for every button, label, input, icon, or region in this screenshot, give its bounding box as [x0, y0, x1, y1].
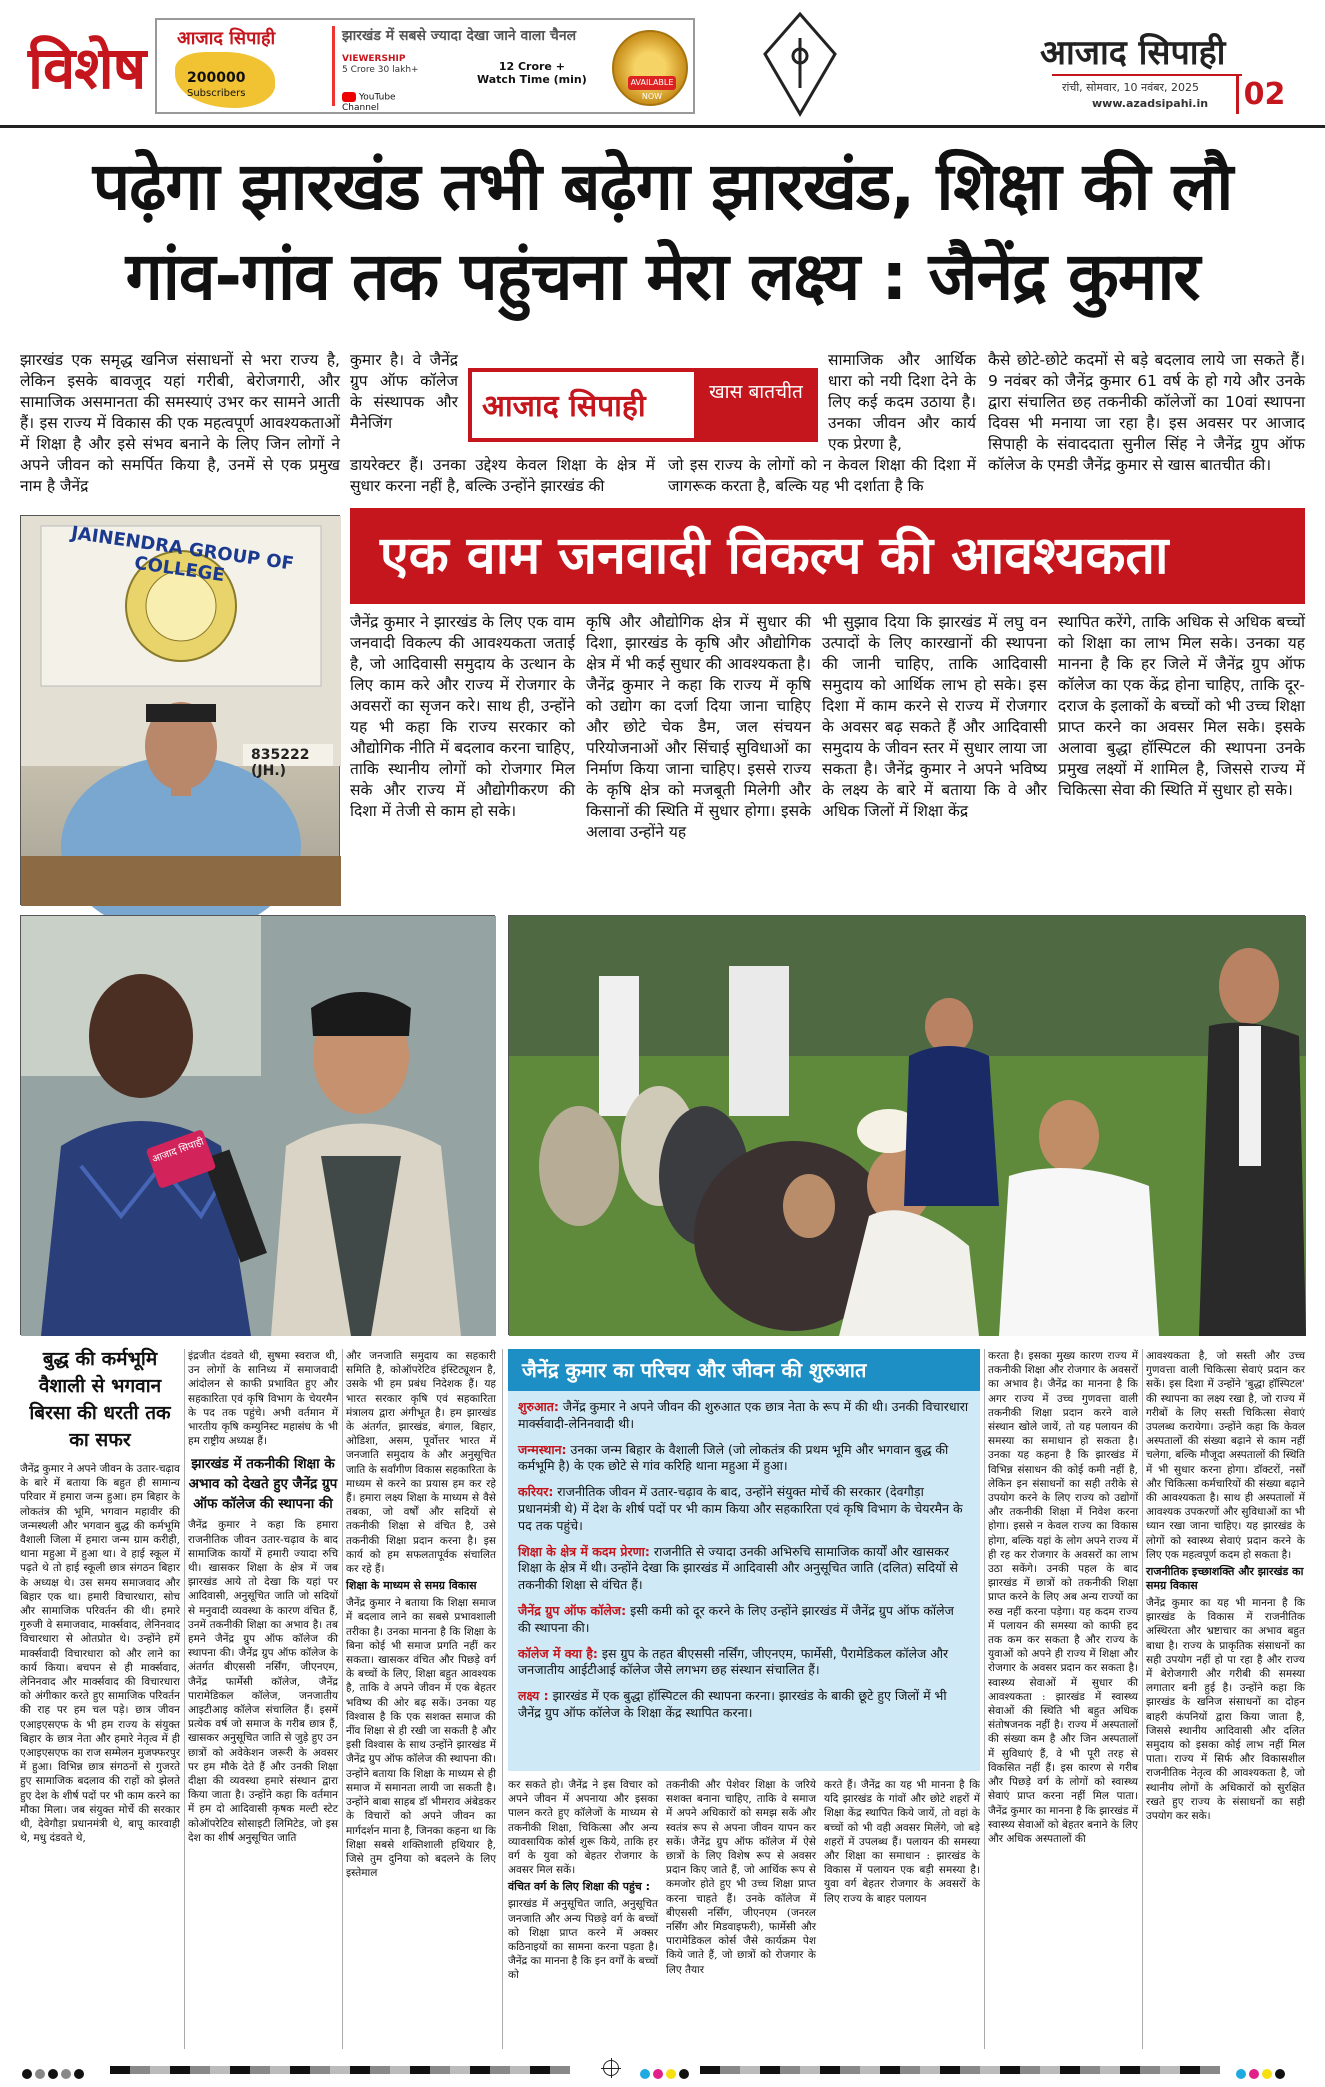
intro-column-3a: सामाजिक और आर्थिक धारा को नयी दिशा देने के लिए कई कदम उठाया है। उनका जीवन और कार्य एक प्रेरणा है,	[828, 351, 976, 453]
bio-item-text: राजनीतिक जीवन में उतार-चढ़ाव के बाद, उन्होंने संयुक्त मोर्चे की सरकार (देवगौड़ा प्रधानमंत्री थे) में देश के शीर्ष पदों पर भी काम किया और सहकारिता एवं कृषि विभाग के चेयरमैन के पद तक पहुंचे।	[518, 1484, 963, 1533]
bottom-column-3	[346, 1349, 496, 2049]
ad-youtube-label: YouTube	[359, 92, 396, 103]
headline-line-2: गांव-गांव तक पहुंचना मेरा लक्ष्य : जैनेंद्र कुमार	[125, 238, 1200, 315]
bio-item	[518, 1544, 970, 1594]
bio-item-label: शुरुआत:	[518, 1399, 559, 1414]
color-dot	[1275, 2069, 1285, 2079]
bio-item-label: कॉलेज में क्या है:	[518, 1645, 598, 1661]
bottom-column-7	[1146, 1349, 1305, 2049]
ad-subscriber-label: Subscribers	[187, 88, 246, 99]
bio-item-label: लक्ष्य :	[518, 1688, 549, 1704]
color-dot	[679, 2069, 689, 2079]
registration-mark-icon	[603, 2060, 619, 2076]
print-gray-bar	[700, 2066, 1220, 2074]
color-dot	[653, 2069, 663, 2079]
bio-item-label: शिक्षा के क्षेत्र में कदम प्रेरणा:	[518, 1543, 650, 1559]
main-headline	[20, 142, 1305, 322]
photo-group-gathering	[508, 915, 1305, 1335]
interview-illustration	[21, 916, 496, 1336]
color-dot	[1249, 2069, 1259, 2079]
headline-line-1: पढ़ेगा झारखंड तभी बढ़ेगा झारखंड, शिक्षा की लौ	[92, 148, 1233, 225]
photo-jainendra-kumar-office	[20, 515, 340, 905]
bottom-column-2a: इंद्रजीत दंडवते थी, सुषमा स्वराज थी, उन लोगों के सानिध्य में समाजवादी आंदोलन से काफी प्रभावित हुए और सहकारिता एवं कृषि विभाग के चेयरमैन के पद तक पहुंचे। अभी वर्तमान में भारतीय कृषि कम्युनिस्ट महासंघ के भी हम राष्ट्रीय अध्यक्ष हैं।	[188, 1350, 338, 1448]
ad-watch-time	[477, 60, 587, 86]
color-dot	[1262, 2069, 1272, 2079]
bio-item	[518, 1484, 970, 1534]
bio-item-text: इस ग्रुप के तहत बीएससी नर्सिंग, जीएनएम, फार्मेसी, पैरामेडिकल कॉलेज और जनजातीय आईटीआई कॉलेज जैसे लगभग छह संस्थान संचालित हैं।	[518, 1645, 949, 1678]
youtube-icon	[342, 92, 356, 102]
bottom-column-3-heading: शिक्षा के माध्यम से समग्र विकास	[346, 1579, 477, 1593]
group-gathering-illustration	[509, 916, 1306, 1336]
award-badge-icon	[612, 30, 688, 106]
ad-viewership-value: 5 Crore 30 lakh+	[342, 65, 419, 75]
bottom-column-6: करता है। इसका मुख्य कारण राज्य में तकनीकी शिक्षा और रोजगार के अवसरों का अभाव है। जैनेंद्र का मानना है कि अगर राज्य में उच्च गुणवत्ता वाली तकनीकी शिक्षा प्रदान करने वाले संस्थान खोले जायें, तो यह पलायन की समस्या का समाधान हो सकता है। उनका यह कहना है कि झारखंड में विभिन्न संसाधन की कोई कमी नहीं है, लेकिन इन संसाधनों का सही तरीके से उपयोग करने के लिए राज्य को उद्योगों और तकनीकी शिक्षा में निवेश करना होगा। इससे न केवल राज्य का विकास होगा, बल्कि यहां के लोग अपने राज्य में ही रह कर रोजगार के अवसरों का लाभ उठा सकेंगे। उनकी पहल के बाद झारखंड में छात्रों को तकनीकी शिक्षा प्राप्त करने के लिए अब अन्य राज्यों का रुख नहीं करना पड़ेगा। यह कदम राज्य में पलायन की समस्या को काफी हद तक कम कर सकता है और राज्य के युवाओं को अपने ही राज्य में शिक्षा और रोजगार के अवसर प्रदान कर सकता है। स्वास्थ्य सेवाओं में सुधार की आवश्यकता : झारखंड में स्वास्थ्य सेवाओं की स्थिति भी बहुत अधिक संतोषजनक नहीं है। राज्य में अस्पतालों की संख्या कम है और जिन अस्पतालों में सुविधाएं हैं, वे भी पूरी तरह से विकसित नहीं हैं। इस कारण से गरीब और पिछड़े वर्ग के लोगों को स्वास्थ्य सेवाएं प्राप्त करना नहीं मिल पाता। जैनेंद्र कुमार का मानना है कि झारखंड में स्वास्थ्य सेवाओं को बेहतर बनाने के लिए और अधिक अस्पतालों की	[988, 1350, 1138, 1845]
ad-viewership	[342, 54, 419, 76]
newspaper-title: आजाद सिपाही	[1040, 33, 1226, 73]
bottom-column-7-heading: राजनीतिक इच्छाशक्ति और झारखंड का समग्र विकास	[1146, 1565, 1304, 1593]
bio-item	[518, 1442, 970, 1476]
column-rule	[984, 1349, 985, 2049]
pen-nib-logo-icon	[755, 8, 845, 118]
lower-column-4b: झारखंड में अनुसूचित जाति, अनुसूचित जनजाति और अन्य पिछड़े वर्ग के बच्चों को शिक्षा प्राप्त करने में अक्सर कठिनाइयों का सामना करना पड़ता है। जैनेंद्र का मानना है कि इन वर्गों के बच्चों को	[508, 1898, 658, 1982]
bottom-column-7a: आवश्यकता है, जो सस्ती और उच्च गुणवत्ता वाली चिकित्सा सेवाएं प्रदान कर सकें। इस दिशा में उन्होंने 'बुद्धा हॉस्पिटल' की स्थापना का लक्ष्य रखा है, जो राज्य में गरीबों के लिए सस्ती चिकित्सा सेवाएं उपलब्ध करायेगा। उन्होंने कहा कि केवल अस्पतालों की संख्या बढ़ाने से काम नहीं चलेगा, बल्कि मौजूदा अस्पतालों की स्थिति में भी सुधार करना होगा। डॉक्टरों, नर्सों और चिकित्सा कर्मचारियों की संख्या बढ़ाने की आवश्यकता है। साथ ही अस्पतालों में आवश्यक उपकरणों और सुविधाओं का भी ध्यान रखा जाना चाहिए। यह झारखंड के लोगों को स्वास्थ्य सेवाएं प्रदान करने के लिए एक महत्वपूर्ण कदम हो सकता है।	[1146, 1350, 1305, 1561]
section-label: विशेष	[28, 34, 146, 102]
lower-column-4a: कर सकते हो। जैनेंद्र ने इस विचार को अपने जीवन में अपनाया और इसका पालन करते हुए कॉलेजों के माध्यम से तकनीकी शिक्षा, चिकित्सा और अन्य व्यावसायिक कोर्स शुरू किये, ताकि हर वर्ग के युवा को बेहतर रोजगार के अवसर मिल सकें।	[508, 1779, 658, 1877]
bio-box-title: जैनेंद्र कुमार का परिचय और जीवन की शुरुआत	[508, 1349, 980, 1391]
ad-youtube	[342, 92, 396, 113]
masthead	[0, 0, 1325, 128]
bio-item	[518, 1399, 970, 1433]
issue-date: रांची, सोमवार, 10 नवंबर, 2025	[1062, 81, 1199, 94]
print-color-dots-right	[1236, 2064, 1288, 2076]
column-rule	[502, 1349, 503, 2049]
ad-divider	[332, 26, 335, 106]
khas-label: खास बातचीत	[694, 372, 818, 438]
color-dot	[666, 2069, 676, 2079]
website-url[interactable]: www.azadsipahi.in	[1092, 97, 1209, 110]
bio-item-label: जैनेंद्र ग्रुप ऑफ कॉलेज:	[518, 1602, 627, 1618]
section2-column-1: जैनेंद्र कुमार ने झारखंड के लिए एक वाम जनवादी विकल्प की आवश्यकता जताई है, जो आदिवासी समुदाय के उत्थान के लिए काम करे और राज्य में रोजगार के अवसरों का सृजन करे। साथ ही, उन्होंने यह भी कहा कि राज्य सरकार को औद्योगिक नीति में बदलाव करना चाहिए, ताकि स्थानीय लोगों को रोजगार मिल सके और राज्य में औद्योगीकरण की दिशा में तेजी से काम हो सके।	[350, 613, 575, 820]
section2-column-4: स्थापित करेंगे, ताकि अधिक से अधिक बच्चों को शिक्षा का लाभ मिल सके। उनका यह मानना है कि हर जिले में जैनेंद्र ग्रुप ऑफ कॉलेज का एक केंद्र होना चाहिए, ताकि दूर-दराज के इलाकों के बच्चों को भी उच्च शिक्षा प्राप्त करने का अवसर मिल सके। इसके अलावा बुद्धा हॉस्पिटल की स्थापना उनके प्रमुख लक्ष्यों में शामिल है, जिससे राज्य में चिकित्सा सेवा की स्थिति में सुधार हो सके।	[1058, 613, 1305, 799]
ad-viewership-label: VIEWERSHIP	[342, 54, 406, 64]
bio-item-label: करियर:	[518, 1484, 554, 1500]
bottom-column-7b: जैनेंद्र कुमार का यह भी मानना है कि झारखंड के विकास में राजनीतिक अस्थिरता और भ्रष्टाचार का अभाव बहुत बाधा है। राज्य के प्राकृतिक संसाधनों का सही उपयोग नहीं हो पा रहा है और राज्य में बेरोजगारी और गरीबी की समस्या लगातार बनी हुई है। उन्होंने कहा कि झारखंड के खनिज संसाधनों का दोहन बाहरी कंपनियों द्वारा किया जाता है, जिससे स्थानीय आदिवासी और दलित समुदाय को इसका कोई लाभ नहीं मिल पाता। राज्य में सिर्फ और विकासशील राजनीतिक नेतृत्व की आवश्यकता है, जो स्थानीय लोगों के अधिकारों को सुरक्षित रखते हुए राज्य के संसाधनों का सही उपयोग कर सके।	[1146, 1597, 1305, 1823]
khas-baatchit-badge	[468, 368, 818, 442]
print-gray-bar	[110, 2066, 570, 2074]
photo-caption-journey: बुद्ध की कर्मभूमि वैशाली से भगवान बिरसा की धरती तक का सफर	[29, 1348, 171, 1451]
college-sign-text: JAINENDRA GROUP OF COLLEGE	[69, 522, 296, 587]
bio-box	[508, 1391, 980, 1771]
page-number: 02	[1236, 76, 1290, 114]
lower-column-4-heading: वंचित वर्ग के लिए शिक्षा की पहुंच :	[508, 1880, 651, 1894]
section-subhead: एक वाम जनवादी विकल्प की आवश्यकता	[350, 508, 1305, 604]
bio-item	[518, 1688, 970, 1722]
masthead-rule	[1052, 74, 1242, 76]
intro-column-4: कैसे छोटे-छोटे कदमों से बड़े बदलाव लाये जा सकते हैं। 9 नवंबर को जैनेंद्र कुमार 61 वर्ष के हो गये और उनके द्वारा संचालित छह तकनीकी कॉलेजों का 10वां स्थापना दिवस भी मनाया जा रहा है। इस अवसर पर आजाद सिपाही के संवाददाता सुनील सिंह ने जैनेंद्र ग्रुप ऑफ कॉलेज के एमडी जैनेंद्र कुमार से खास बातचीत की।	[988, 351, 1305, 474]
bio-item-text: उनका जन्म बिहार के वैशाली जिले (जो लोकतंत्र की प्रथम भूमि और भगवान बुद्ध की कर्मभूमि है) के एक छोटे से गांव करिहि थाना महुआ में हुआ।	[518, 1441, 949, 1474]
color-dot	[1236, 2069, 1246, 2079]
color-dot	[22, 2069, 32, 2079]
print-color-dots-left	[22, 2064, 87, 2076]
ad-watch-label: Watch Time (min)	[477, 73, 587, 86]
bio-item	[518, 1603, 970, 1637]
bio-item-label: जन्मस्थान:	[518, 1441, 567, 1457]
color-dot	[48, 2069, 58, 2079]
bottom-column-2b: जैनेंद्र कुमार ने कहा कि हमारा राजनीतिक जीवन उतार-चढ़ाव के बाद सामाजिक कार्यों में हमारी ज्यादा रुचि थी। खासकर शिक्षा के क्षेत्र में जब झारखंड आये तो देखा कि यहां पर आदिवासी, अनुसूचित जाति जो सदियों से मनुवादी व्यवस्था के कारण वंचित हैं, उनमें तकनीकी शिक्षा का अभाव है। तब हमने जैनेंद्र ग्रुप ऑफ कॉलेज की स्थापना की। जैनेंद्र ग्रुप ऑफ कॉलेज के अंतर्गत बीएससी नर्सिंग, जीएनएम, जैनेंद्र फार्मेसी कॉलेज, जैनेंद्र पारामेडिकल कॉलेज, जनजातीय आइटीआइ कॉलेज संचालित हैं। इसमें प्रत्येक वर्ष जो समाज के गरीब छात्र हैं, खासकर अनुसूचित जाति से जुड़े हुए उन छात्रों को अवेकेशन जरूरी के अवसर पर हम मौके देते हैं और उनकी शिक्षा दीक्षा की व्यवस्था हमारे संस्थान द्वारा किया जाता है। उन्होंने कहा कि वर्तमान में हम दो आदिवासी कृषक मल्टी स्टेट कोऑपरेटिव सोसाइटी लिमिटेड, जो इस देश का शीर्ष अनुसूचित जाति	[188, 1519, 338, 1844]
bottom-column-3b: जैनेंद्र कुमार ने बताया कि शिक्षा समाज में बदलाव लाने का सबसे प्रभावशाली तरीका है। उनका मानना है कि शिक्षा के बिना कोई भी समाज प्रगति नहीं कर सकता। खासकर वंचित और पिछड़े वर्ग के बच्चों के लिए, शिक्षा बहुत आवश्यक है, ताकि वे अपने जीवन में एक बेहतर भविष्य की ओर बढ़ सकें। उनका यह विश्वास है कि एक सशक्त समाज की नींव शिक्षा से ही रखी जा सकती है और इसी विश्वास के साथ उन्होंने झारखंड में जैनेंद्र ग्रुप ऑफ कॉलेज की स्थापना की। उन्होंने बताया कि शिक्षा के माध्यम से ही समाज में समानता लायी जा सकती है। उन्होंने बाबा साहब डॉ भीमराव अंबेडकर के विचारों को अपने जीवन का मार्गदर्शन माना है, जिनका कहना था कि शिक्षा सबसे शक्तिशाली हथियार है, जिसे तुम दुनिया को बदलने के लिए इस्तेमाल	[346, 1597, 496, 1880]
section2-column-3: भी सुझाव दिया कि झारखंड में लघु वन उत्पादों के लिए कारखानों की स्थापना की जानी चाहिए, ताकि आदिवासी समुदाय को आर्थिक लाभ हो सके। इस दिशा में काम करने से राज्य में रोजगार के अवसर बढ़ सकते हैं और आदिवासी समुदाय के जीवन स्तर में सुधार लाया जा सकता है। जैनेंद्र कुमार ने अपने भविष्य के लक्ष्य के बारे में बताया कि वे और अधिक जिलों में शिक्षा केंद्र	[822, 613, 1047, 820]
section2-column-2: कृषि और औद्योगिक क्षेत्र में सुधार की दिशा, झारखंड के कृषि और औद्योगिक क्षेत्र में भी कई सुधार की आवश्यकता है। जैनेंद्र कुमार ने कहा कि राज्य में कृषि को उद्योग का दर्जा दिया जाना चाहिए और छोटे चेक डैम, जल संचयन परियोजनाओं और सिंचाई सुविधाओं का निर्माण किया जाना चाहिए। इससे राज्य के कृषि क्षेत्र को मजबूती मिलेगी और किसानों की स्थिति में सुधार होगा। इसके अलावा उन्होंने यह	[586, 613, 811, 841]
column-rule	[1142, 1349, 1143, 2049]
color-dot	[61, 2069, 71, 2079]
bio-item-text: इसी कमी को दूर करने के लिए उन्होंने झारखंड में जैनेंद्र ग्रुप ऑफ कॉलेज की स्थापना की।	[518, 1602, 954, 1635]
intro-column-2a: कुमार है। वे जैनेंद्र ग्रुप ऑफ कॉलेज के संस्थापक और मैनेजिंग	[350, 351, 458, 432]
bio-item	[518, 1646, 970, 1680]
color-dot	[640, 2069, 650, 2079]
bio-item-text: जैनेंद्र कुमार ने अपने जीवन की शुरुआत एक छात्र नेता के रूप में की थी। उनकी विचारधारा मार्क्सवादी-लेनिनवादी थी।	[518, 1399, 969, 1431]
ad-badge-label: AVAILABLE NOW	[628, 76, 676, 90]
photo-interview	[20, 915, 495, 1335]
bio-item-text: झारखंड में एक बुद्धा हॉस्पिटल की स्थापना करना। झारखंड के बाकी छूटे हुए जिलों में भी जैनेंद्र ग्रुप ऑफ कॉलेज के शिक्षा केंद्र स्थापित करना।	[518, 1688, 947, 1720]
khas-brand: आजाद सिपाही	[482, 389, 646, 424]
lower-column-5: तकनीकी और पेशेवर शिक्षा के जरिये सशक्त बनाना चाहिए, ताकि वे समाज में अपने अधिकारों को समझ सकें और स्वतंत्र रूप से अपना जीवन यापन कर सकें। जैनेंद्र ग्रुप ऑफ कॉलेज में ऐसे छात्रों के लिए विशेष रूप से अवसर प्रदान किए जाते हैं, जो आर्थिक रूप से कमजोर होते हुए भी उच्च शिक्षा प्राप्त करना चाहते हैं। उनके कॉलेज में बीएससी नर्सिंग, जीएनएम (जनरल नर्सिंग और मिडवाइफरी), फार्मेसी और पारामेडिकल कोर्स जैसे कार्यक्रम पेश किये जाते हैं, जो छात्रों को रोजगार के लिए तैयार	[666, 1779, 816, 1976]
lower-column-5b: करते हैं। जैनेंद्र का यह भी मानना है कि यदि झारखंड के गांवों और छोटे शहरों में शिक्षा केंद्र स्थापित किये जायें, तो वहां के बच्चों को भी वही अवसर मिलेंगे, जो बड़े शहरों में उपलब्ध हैं। पलायन की समस्या और शिक्षा का समाधान : झारखंड के विकास में पलायन एक बड़ी समस्या है। युवा वर्ग बेहतर रोजगार के अवसरों के लिए राज्य के बाहर पलायन	[824, 1779, 980, 1905]
channel-advertisement	[155, 18, 695, 114]
intro-column-2b: डायरेक्टर हैं। उनका उद्देश्य केवल शिक्षा के क्षेत्र में सुधार करना नहीं है, बल्कि उन्होंने झारखंड की	[350, 456, 655, 495]
bottom-column-2-heading: झारखंड में तकनीकी शिक्षा के अभाव को देखते हुए जैनेंद्र ग्रुप ऑफ कॉलेज की स्थापना की	[188, 1456, 338, 1513]
ad-channel-label: Channel	[342, 102, 379, 113]
ad-watch-value: 12 Crore +	[498, 60, 565, 73]
bottom-column-2	[188, 1349, 338, 2049]
bottom-column-1: जैनेंद्र कुमार ने अपने जीवन के उतार-चढ़ाव के बारे में बताया कि बहुत ही सामान्य परिवार में हमारा जन्म हुआ। हम बिहार के लोकतंत्र की भूमि, भगवान महावीर की जन्मस्थली और भगवान बुद्ध की कर्मभूमि वैशाली जिला में हमारा जन्म ग्राम करीही, थाना महुआ में हुआ था। वे हाई स्कूल में पढ़ते थे तो हाई स्कूली छात्र संगठन बिहार के अध्यक्ष थे। उस समय समाजवाद और बिहार एक था। हमारी विचारधारा, सोच और सामाजिक परिवर्तन की थी। हमारे गुरुजी वे समाजवाद, मार्क्सवाद, लेनिनवाद विचारधारा से ओतप्रोत थे। उन्होंने हमें मार्क्सवादी विचारधारा को और लाने का कार्य किया। बचपन से ही मार्क्सवाद, लेनिनवाद और मार्क्सवाद की विचारधारा को अंगीकार करते हुए सामाजिक परिवर्तन की राह पर हम चल पड़े। छात्र जीवन एआइएसएफ के भी हम राज्य के संयुक्त बिहार के छात्र नेता और हमारे नेतृत्व में ही एआइएसएफ का राज सम्मेलन मुजफ्फरपुर में हुआ। विभिन्न छात्र संगठनों से गुजरते हुए सामाजिक बदलाव की राहों को झेलते हुए देश के शीर्ष पदों पर भी काम करने का मौका मिला। जब संयुक्त मोर्चे की सरकार थी, देवेगौड़ा प्रधानमंत्री थे, बापू कारवाही थे, मधु दंडवते थे,	[20, 1463, 180, 1845]
color-dot	[35, 2069, 45, 2079]
ad-brand: आजाद सिपाही	[177, 28, 276, 49]
ad-subscriber-count: 200000	[187, 70, 246, 86]
color-dot	[74, 2069, 84, 2079]
intro-column-3b: जो इस राज्य के लोगों को न केवल शिक्षा की दिशा में जागरूक करता है, बल्कि यह भी दर्शाता है कि	[668, 456, 976, 495]
intro-column-1: झारखंड एक समृद्ध खनिज संसाधनों से भरा राज्य है, लेकिन इसके बावजूद यहां गरीबी, बेरोजगारी, और सामाजिक असमानता की समस्याएं उभर कर सामने आती हैं। इस राज्य में विकास की एक महत्वपूर्ण आवश्यकताओं में शिक्षा है और इसे संभव बनाने के लिए जिन लोगों ने अपने जीवन को समर्पित किया है, उनमें से एक प्रमुख नाम है जैनेंद्र	[20, 351, 340, 495]
print-color-dots-center	[640, 2064, 692, 2076]
college-sign-pin: 835222 (JH.)	[251, 747, 310, 779]
bottom-column-3a: और जनजाति समुदाय का सहकारी समिति है, कोऑपरेटिव इंस्टिट्यूशन है, उसके भी हम प्रबंध निदेशक हैं। यह भारत सरकार कृषि एवं सहकारिता मंत्रालय द्वारा अंगीभूत है। हम झारखंड के अंतर्गत, झारखंड, बंगाल, बिहार, ओडिशा, असम, पूर्वोत्तर भारत में जनजाति समुदाय के और अनुसूचित जाति के सर्वांगीण विकास सहकारिता के माध्यम से करने का प्रयास हम कर रहे हैं। हमारा लक्ष्य शिक्षा के माध्यम से वैसे तबका, जो वर्षों और सदियों से तकनीकी शिक्षा से वंचित है, उसे तकनीकी शिक्षा प्रदान करना है। इस कार्य को हम सफलतापूर्वक संचालित कर रहे हैं।	[346, 1350, 496, 1576]
microphone-label: आजाद सिपाही	[146, 1129, 217, 1189]
ad-tagline: झारखंड में सबसे ज्यादा देखा जाने वाला चैनल	[342, 28, 577, 44]
lower-column-4	[508, 1778, 658, 2048]
bio-item-text: राजनीति से ज्यादा उनकी अभिरुचि सामाजिक कार्यों और खासकर शिक्षा के क्षेत्र में थी। उन्होंने देखा कि झारखंड में आदिवासी और अनुसूचित जाति (दलित) सदियों से तकनीकी शिक्षा से वंचित हैं।	[518, 1543, 958, 1593]
column-rule	[184, 1349, 185, 2049]
column-rule	[342, 1349, 343, 2049]
